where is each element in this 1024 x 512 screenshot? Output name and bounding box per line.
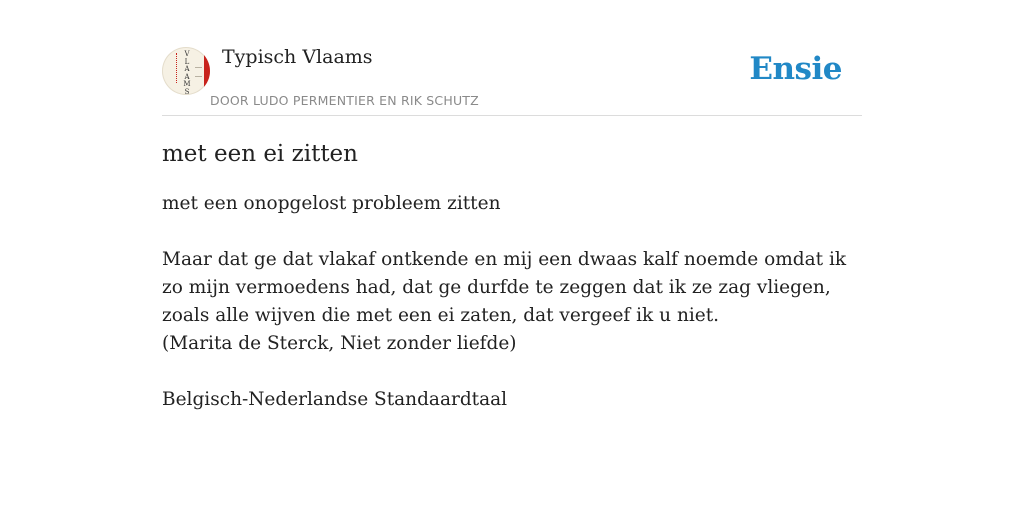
example-source: (Marita de Sterck, Niet zonder liefde) — [162, 333, 517, 354]
entry-example — [162, 246, 862, 358]
example-quote: Maar dat ge dat vlakaf ontkende en mij een dwaas kalf noemde omdat ik zo mijn vermoedens had, dat ge durfde te zeggen dat ik ze zag vliegen, zoals alle wijven die met een ei zaten, dat vergeef ik u niet. — [162, 249, 847, 326]
book-title-link[interactable]: Typisch Vlaams — [222, 46, 373, 68]
book-cover-avatar[interactable] — [162, 47, 210, 95]
entry-definition: met een onopgelost probleem zitten — [162, 193, 501, 214]
book-authors: DOOR LUDO PERMENTIER EN RIK SCHUTZ — [210, 93, 479, 108]
entry-title: met een ei zitten — [162, 141, 358, 167]
header — [162, 40, 862, 116]
entry — [162, 138, 862, 414]
cover-stripe — [176, 53, 179, 83]
cover-lines — [195, 67, 202, 77]
cover-letters: V L A A M S — [183, 50, 191, 95]
entry-language: Belgisch-Nederlandse Standaardtaal — [162, 389, 508, 410]
ensie-logo-link[interactable]: Ensie — [749, 51, 842, 87]
cover-spine — [204, 47, 210, 95]
